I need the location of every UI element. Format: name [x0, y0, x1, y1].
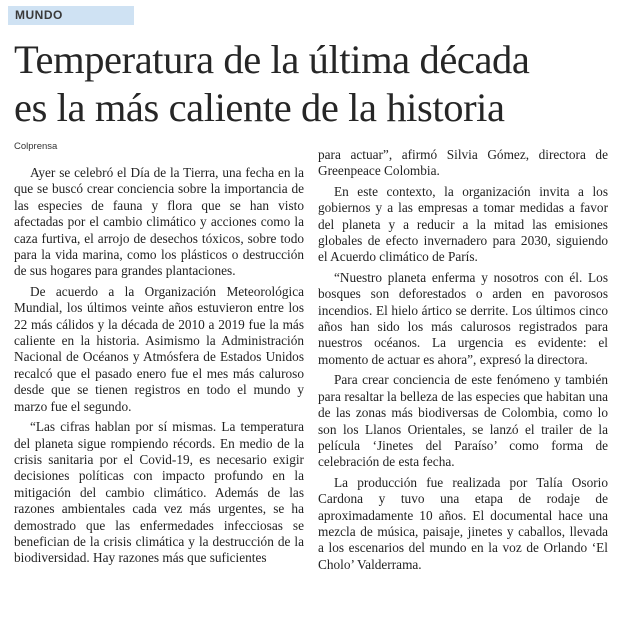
paragraph: De acuerdo a la Organización Meteorológica Mundial, los últimos veinte años estuvieron entre los 22 más cálidos y la década de 2010 a 2019 fue la más caliente en la historia. Asimismo la Administración Nacional de Océanos y Atmósfera de Estados Unidos recalcó que el pasado enero fue el mes más caluroso desde que se tienen registros en todo el mundo y marzo fue el segundo. [14, 283, 304, 414]
paragraph: La producción fue realizada por Talía Osorio Cardona y tuvo una etapa de rodaje de aproximadamente 10 años. El documental hace una mezcla de música, paisaje, jinetes y caballos, llevada a los escenarios del mundo en la voz de Orlando ‘El Cholo’ Valderrama. [318, 474, 608, 572]
paragraph: “Nuestro planeta enferma y nosotros con él. Los bosques son deforestados o arden en pavorosos incendios. El hielo ártico se derrite. Los últimos cinco años han sido los más calurosos registrados para nuestros océanos. La urgencia es evidente: el momento de actuar es ahora”, expresó la directora. [318, 269, 608, 367]
paragraph: Para crear conciencia de este fenómeno y también para resaltar la belleza de las especies que habitan una de las zonas más biodiversas de Colombia, como lo son los Llanos Orientales, se lanzó el trailer de la película ‘Jinetes del Paraíso’ como forma de celebración de esta fecha. [318, 372, 608, 470]
paragraph: para actuar”, afirmó Silvia Gómez, directora de Greenpeace Colombia. [318, 147, 608, 179]
paragraph: “Las cifras hablan por sí mismas. La temperatura del planeta sigue rompiendo récords. En medio de la crisis sanitaria por el Covid-19, es necesario exigir decisiones políticas con impacto profundo en la mitigación del cambio climático. Además de las razones ambientales cada vez más urgentes, se ha demostrado que las enfermedades infecciosas se benefician de la crisis climática y la destrucción de la biodiversidad. Hay razones más que suficientes [14, 419, 304, 566]
byline: Colprensa [14, 141, 58, 152]
headline-line-2: es la más caliente de la historia [14, 85, 505, 130]
article-column-left [14, 165, 304, 567]
paragraph: Ayer se celebró el Día de la Tierra, una fecha en la que se buscó crear conciencia sobre la importancia de las especies de fauna y flora que se han visto afectadas por el cambio climático y acciones como la caza furtiva, el arrojo de desechos tóxicos, sobre todo para la vida marina, como los plásticos o destrucción de sus hogares para grandes plantaciones. [14, 165, 304, 279]
section-label: MUNDO [15, 8, 63, 22]
article-column-right [318, 147, 608, 573]
section-tag [8, 6, 134, 25]
paragraph: En este contexto, la organización invita a los gobiernos y a las empresas a tomar medidas a favor del planeta y a reducir a la mitad las emisiones globales de efecto invernadero para 2030, siguiendo el Acuerdo climático de París. [318, 183, 608, 265]
headline [14, 36, 624, 132]
headline-line-1: Temperatura de la última década [14, 37, 530, 82]
